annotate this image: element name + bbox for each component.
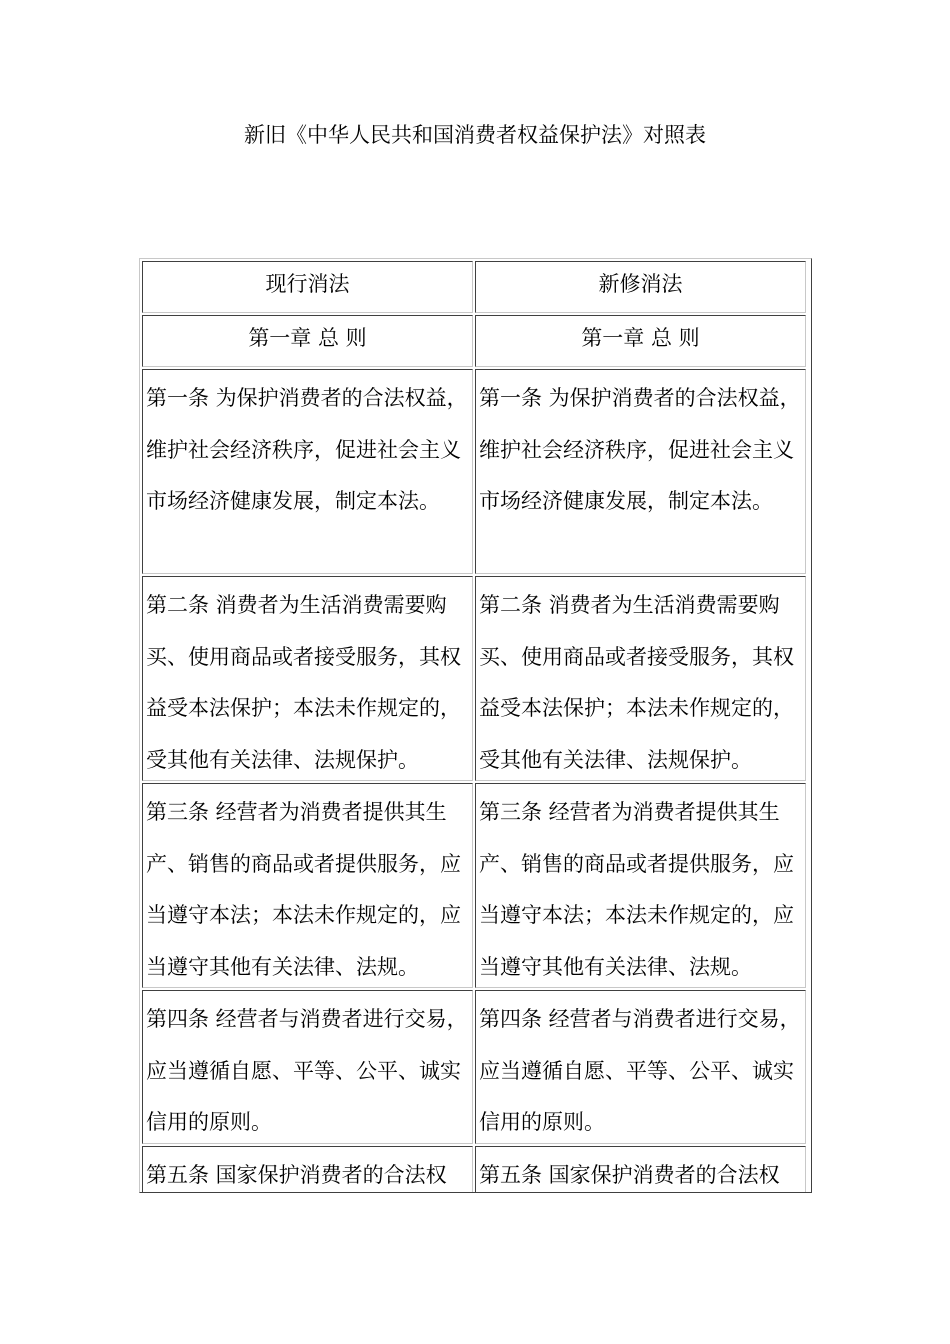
table-header-row xyxy=(142,261,809,313)
page-title: 新旧《中华人民共和国消费者权益保护法》对照表 xyxy=(244,123,706,147)
chapter-row xyxy=(142,315,809,367)
chapter-heading-revised: 第一章 总 则 xyxy=(475,315,806,367)
comparison-table xyxy=(139,258,812,1193)
article-2-current: 第二条 消费者为生活消费需要购买、使用商品或者接受服务，其权益受本法保护；本法未作规定的，受其他有关法律、法规保护。 xyxy=(142,576,473,781)
table-row xyxy=(142,1146,809,1193)
table-row xyxy=(142,369,809,574)
column-header-revised-law: 新修消法 xyxy=(475,261,806,313)
table-row xyxy=(142,783,809,988)
article-3-revised: 第三条 经营者为消费者提供其生产、销售的商品或者提供服务，应当遵守本法；本法未作规定的，应当遵守其他有关法律、法规。 xyxy=(475,783,806,988)
column-header-current-law: 现行消法 xyxy=(142,261,473,313)
article-1-revised: 第一条 为保护消费者的合法权益，维护社会经济秩序，促进社会主义市场经济健康发展，制定本法。 xyxy=(475,369,806,574)
article-4-current: 第四条 经营者与消费者进行交易，应当遵循自愿、平等、公平、诚实信用的原则。 xyxy=(142,990,473,1144)
article-3-current: 第三条 经营者为消费者提供其生产、销售的商品或者提供服务，应当遵守本法；本法未作规定的，应当遵守其他有关法律、法规。 xyxy=(142,783,473,988)
chapter-heading-current: 第一章 总 则 xyxy=(142,315,473,367)
article-2-revised: 第二条 消费者为生活消费需要购买、使用商品或者接受服务，其权益受本法保护；本法未作规定的，受其他有关法律、法规保护。 xyxy=(475,576,806,781)
article-4-revised: 第四条 经营者与消费者进行交易，应当遵循自愿、平等、公平、诚实信用的原则。 xyxy=(475,990,806,1144)
article-5-current: 第五条 国家保护消费者的合法权 xyxy=(142,1146,473,1193)
table-row xyxy=(142,576,809,781)
table-row xyxy=(142,990,809,1144)
article-5-revised: 第五条 国家保护消费者的合法权 xyxy=(475,1146,806,1193)
article-1-current: 第一条 为保护消费者的合法权益，维护社会经济秩序，促进社会主义市场经济健康发展，制定本法。 xyxy=(142,369,473,574)
